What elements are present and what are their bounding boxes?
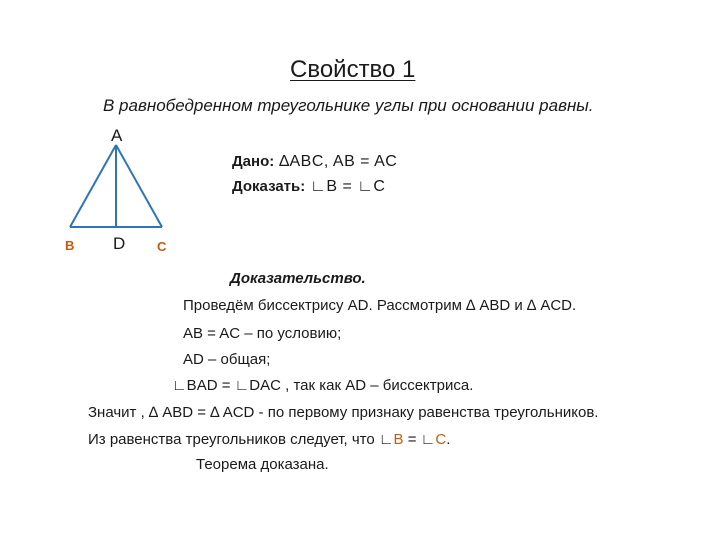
vertex-label-a: A <box>111 126 123 145</box>
proof-line-4: ∟BAD = ∟DAC , так как AD – биссектриса. <box>172 377 474 394</box>
prove-text: ∟B = ∟C <box>305 178 386 195</box>
slide-title: Свойство 1 <box>290 56 416 83</box>
vertex-label-d: D <box>113 234 126 253</box>
given-text: ∆ABC, AB = AC <box>274 153 398 170</box>
vertex-label-c: C <box>157 239 167 254</box>
proof-line-3: AD – общая; <box>183 351 271 368</box>
vertex-label-b: B <box>65 238 75 253</box>
proof-line-6-mid: = ∟ <box>403 431 436 448</box>
isosceles-triangle-figure <box>68 143 164 229</box>
theorem-statement: В равнобедренном треугольнике углы при основании равны. <box>103 96 594 115</box>
proof-line-2: AB = AC – по условию; <box>183 325 342 342</box>
given-label: Дано: <box>232 153 275 170</box>
proof-line-1: Проведём биссектрису AD. Рассмотрим ∆ ABD и ∆ ACD. <box>183 297 577 314</box>
side-ab <box>70 145 116 227</box>
side-ac <box>116 145 162 227</box>
prove-line <box>232 178 385 196</box>
proof-line-6-prefix: Из равенства треугольников следует, что ∟ <box>88 431 394 448</box>
proof-line-6-end: . <box>446 431 451 448</box>
proof-line-6-angle-c: C <box>435 431 447 448</box>
proof-line-5: Значит , ∆ ABD = ∆ ACD - по первому признаку равенства треугольников. <box>88 404 599 421</box>
given-line <box>232 153 397 171</box>
proof-heading: Доказательство. <box>230 270 366 287</box>
proof-line-6 <box>88 431 450 448</box>
prove-label: Доказать: <box>232 178 306 195</box>
proof-line-6-angle-b: B <box>393 431 404 448</box>
proof-conclusion: Теорема доказана. <box>196 456 329 473</box>
